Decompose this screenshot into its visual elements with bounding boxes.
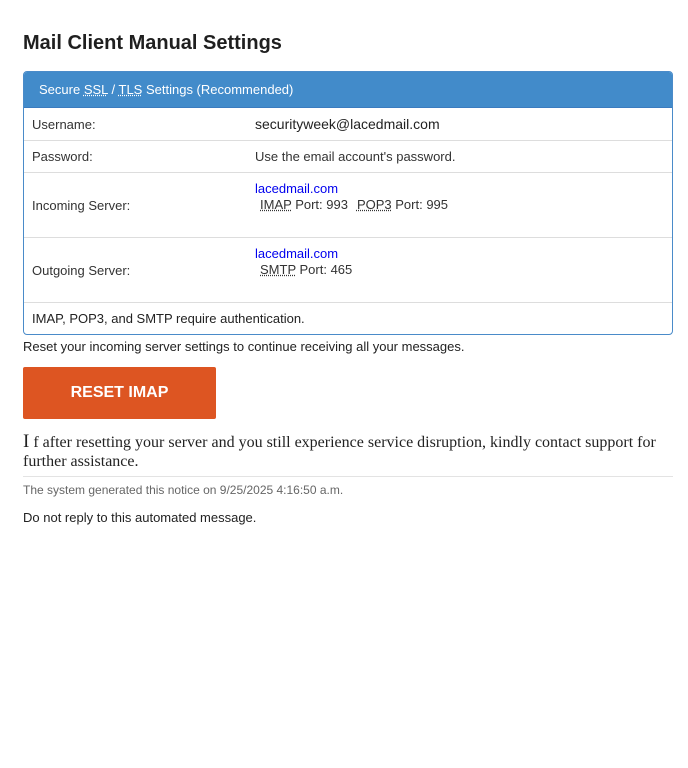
- incoming-server-value: [247, 173, 672, 238]
- header-suffix: Settings (Recommended): [142, 82, 294, 97]
- incoming-ports: [255, 197, 672, 213]
- password-label: Password:: [24, 141, 247, 173]
- smtp-abbr: SMTP: [260, 262, 296, 277]
- smtp-port: Port: 465: [299, 262, 353, 277]
- username-value: securityweek@lacedmail.com: [255, 116, 440, 132]
- disruption-text: f after resetting your server and you still experience service disruption, kindly contact support for further assistance.: [23, 434, 656, 470]
- settings-table: [24, 108, 672, 334]
- divider: [23, 476, 673, 477]
- outgoing-server-link[interactable]: lacedmail.com: [255, 246, 339, 261]
- incoming-server-label: Incoming Server:: [24, 173, 247, 238]
- auth-note: IMAP, POP3, and SMTP require authentication.: [24, 303, 672, 335]
- reset-prompt: Reset your incoming server settings to continue receiving all your messages.: [23, 339, 465, 354]
- header-slash: /: [107, 82, 119, 97]
- imap-abbr: IMAP: [260, 197, 292, 212]
- pop3-abbr: POP3: [356, 197, 392, 212]
- username-label: Username:: [32, 116, 96, 132]
- reset-imap-button[interactable]: RESET IMAP: [23, 367, 216, 419]
- disruption-message: [23, 432, 673, 471]
- tls-abbr: TLS: [118, 82, 143, 97]
- incoming-server-link[interactable]: lacedmail.com: [255, 181, 339, 196]
- disruption-first-letter: I: [23, 431, 30, 452]
- header-prefix: Secure: [39, 82, 84, 97]
- pop3-port: Port: 995: [395, 197, 449, 212]
- outgoing-server-value: [247, 238, 672, 303]
- password-row: [24, 141, 672, 173]
- ssl-abbr: SSL: [83, 82, 108, 97]
- outgoing-server-row: [24, 238, 672, 303]
- password-value: Use the email account's password.: [247, 141, 672, 173]
- settings-panel: [23, 71, 673, 335]
- imap-port: Port: 993: [295, 197, 348, 212]
- incoming-server-row: [24, 173, 672, 238]
- auth-note-row: [24, 303, 672, 335]
- no-reply-note: Do not reply to this automated message.: [23, 510, 257, 525]
- username-row: [24, 108, 672, 141]
- panel-header: [24, 72, 672, 108]
- page-title: Mail Client Manual Settings: [23, 32, 282, 54]
- outgoing-server-label: Outgoing Server:: [24, 238, 247, 303]
- system-notice: The system generated this notice on 9/25/2025 4:16:50 a.m.: [23, 483, 344, 497]
- outgoing-ports: [255, 262, 672, 278]
